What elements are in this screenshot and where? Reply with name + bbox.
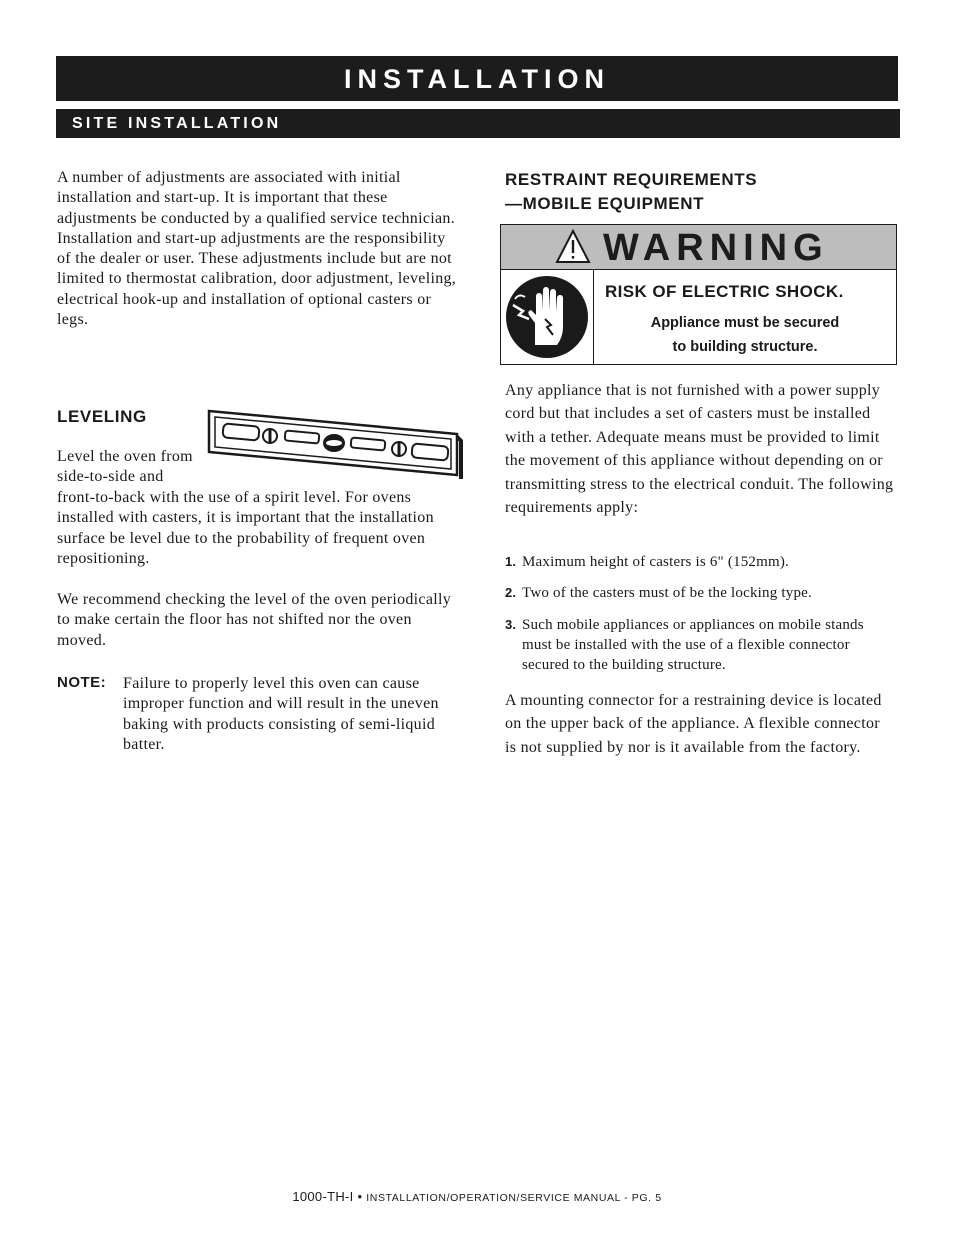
connector-paragraph: A mounting connector for a restraining device is located on the upper back of the appliance. A flexible connector is not supplied by nor is it available from the factory. [505,692,882,756]
warning-risk-text: RISK OF ELECTRIC SHOCK. [605,282,844,301]
intro-paragraph: A number of adjustments are associated with initial installation and start-up. It is important that these adjustments be conducted by a qualified service technician. Installation and start-up adjustments are the responsibility of the dealer or user. These adjustments include but are not limited to thermostat calibration, door adjustment, leveling, electrical hook-up and installation of optional casters or legs. [57,169,457,329]
leveling-heading: LEVELING [57,407,147,426]
restraint-paragraph: Any appliance that is not furnished with a power supply cord but that includes a set of casters must be installed with a tether. Adequate means must be provided to limit the movement of this appliance without depending on or transmitting stress to the electrical conduit. The following requirements apply: [505,382,894,517]
page-title: INSTALLATION [56,56,898,101]
leveling-paragraph-recommend: We recommend checking the level of the oven periodically to make certain the floor has not shifted nor the oven moved. [57,591,452,649]
warning-box [500,224,897,365]
warning-icon-cell [501,270,594,364]
restraint-heading-line1: RESTRAINT REQUIREMENTS [505,170,758,189]
leveling-paragraph-intro: Level the oven from side-to-side and [57,448,193,486]
warning-instruction-line2: to building structure. [672,339,818,355]
warning-instruction [605,311,885,359]
restraint-heading [505,168,757,215]
warning-triangle-icon [555,229,591,264]
footer-part-number: 1000-TH-I • [292,1189,363,1204]
electric-shock-hand-icon [505,275,589,359]
requirement-item [505,552,897,572]
requirement-number: 1. [505,554,517,569]
warning-title: WARNING [603,227,829,269]
footer-manual-page: INSTALLATION/OPERATION/SERVICE MANUAL - PG. 5 [366,1192,662,1204]
section-title-site-installation: SITE INSTALLATION [56,109,900,138]
leveling-paragraph-casters: front-to-back with the use of a spirit level. For ovens installed with casters, it is important that the installation surface be level due to the probability of frequent oven repositioning. [57,489,434,567]
note-label: NOTE: [57,674,107,691]
requirement-text: Two of the casters must of be the locking type. [522,585,812,601]
requirement-text: Such mobile appliances or appliances on mobile stands must be installed with the use of a flexible connector secured to the building structure. [522,617,864,673]
spirit-level-icon [205,405,467,479]
requirement-item [505,583,897,603]
requirement-text: Maximum height of casters is 6" (152mm). [522,554,789,570]
warning-instruction-line1: Appliance must be secured [650,315,840,331]
restraint-heading-line2: —MOBILE EQUIPMENT [505,193,705,213]
requirement-number: 3. [505,617,517,632]
note-text: Failure to properly level this oven can cause improper function and will result in the uneven baking with products consisting of semi-liquid batter. [123,675,439,753]
requirement-number: 2. [505,585,517,600]
requirement-item [505,615,897,675]
page-footer [0,1189,954,1204]
warning-title-bar [501,225,896,270]
